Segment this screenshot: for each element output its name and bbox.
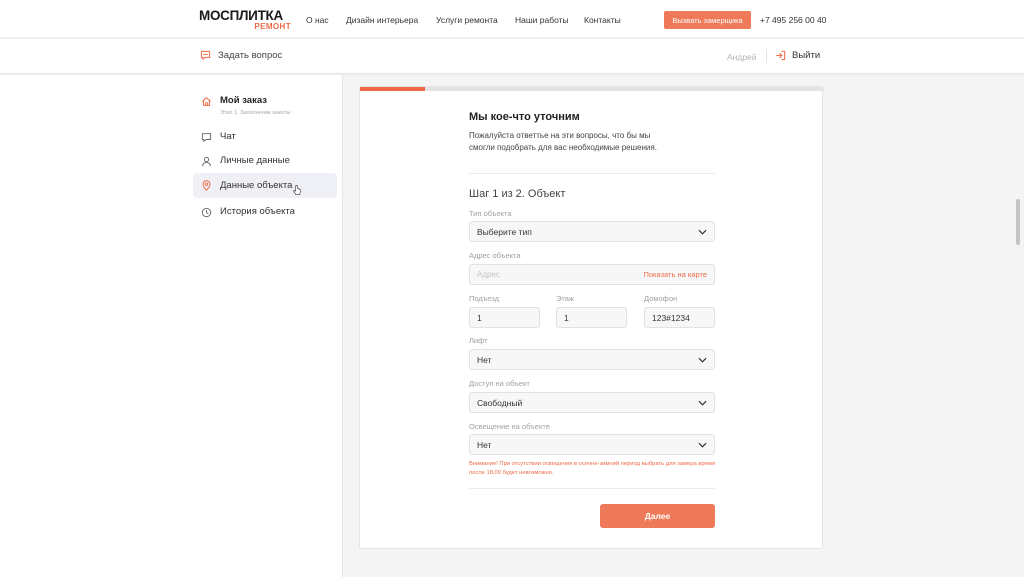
logo[interactable] [199, 8, 293, 32]
lighting-select[interactable] [469, 434, 715, 455]
logo-main-text: МОСПЛИТКА [199, 8, 283, 23]
clock-icon [201, 207, 212, 218]
object-form-card [359, 86, 823, 549]
floor-label: Этаж [556, 294, 574, 303]
ask-question-label: Задать вопрос [218, 50, 283, 61]
sidebar-item-object-history[interactable] [193, 206, 337, 218]
progress-fill [360, 87, 425, 91]
top-navigation [0, 0, 1024, 38]
floor-input[interactable] [564, 313, 619, 323]
address-field [469, 264, 715, 285]
access-value: Свободный [477, 397, 523, 408]
intercom-label: Домофон [644, 294, 678, 303]
logout-label: Выйти [792, 50, 821, 61]
address-label: Адрес объекта [469, 251, 521, 260]
object-type-value: Выберите тип [477, 226, 532, 237]
lighting-value: Нет [477, 439, 492, 450]
nav-link-about[interactable]: О нас [306, 15, 329, 25]
entrance-field [469, 307, 540, 328]
nav-link-contacts[interactable]: Контакты [584, 15, 621, 25]
phone-number[interactable]: +7 495 256 00 40 [760, 15, 827, 25]
intercom-input[interactable] [652, 313, 707, 323]
show-on-map-link[interactable]: Показать на карте [643, 270, 707, 279]
form-title: Мы кое-что уточним [469, 111, 580, 123]
pointer-cursor-icon [293, 185, 301, 196]
object-type-select[interactable] [469, 221, 715, 242]
nav-link-our-works[interactable]: Наши работы [515, 15, 569, 25]
home-icon [201, 96, 212, 107]
chevron-down-icon [698, 442, 707, 448]
sidebar [0, 75, 343, 577]
sub-header [0, 39, 1024, 74]
lighting-warning: Внимание! При отсутствии освещения в осенне-зимний период выбрать для замера время после 18.00 будет невозможно. [469, 461, 716, 476]
logo-sub-text: РЕМОНТ [254, 22, 291, 31]
sidebar-item-label: История объекта [220, 206, 295, 217]
sidebar-item-label: Личные данные [220, 155, 290, 166]
entrance-label: Подъезд [469, 294, 499, 303]
sidebar-item-label: Мой заказ [220, 95, 267, 106]
chat-icon [201, 132, 212, 143]
entrance-input[interactable] [477, 313, 532, 323]
access-label: Доступ на объект [469, 379, 530, 388]
step-title: Шаг 1 из 2. Объект [469, 188, 566, 200]
progress-bar [360, 87, 824, 91]
elevator-select[interactable] [469, 349, 715, 370]
divider [469, 173, 715, 174]
floor-field [556, 307, 627, 328]
form-intro: Пожалуйста ответтье на эти вопросы, что бы мы смогли подобрать для вас необходимые решения. [469, 131, 657, 152]
elevator-value: Нет [477, 354, 492, 365]
next-button[interactable]: Далее [600, 504, 715, 528]
logout-button[interactable] [775, 50, 820, 61]
page-scrollbar[interactable] [1016, 199, 1020, 245]
nav-link-interior-design[interactable]: Дизайн интерьера [346, 15, 419, 25]
ask-question-link[interactable] [200, 50, 282, 61]
elevator-label: Лифт [469, 336, 488, 345]
chevron-down-icon [698, 229, 707, 235]
divider [766, 49, 767, 63]
sidebar-item-object-data[interactable] [193, 173, 337, 198]
call-surveyor-button[interactable]: Вызвать замерщика [664, 11, 751, 29]
object-type-label: Тип объекта [469, 209, 512, 218]
sidebar-item-label: Данные объекта [220, 180, 293, 191]
address-input[interactable] [477, 270, 597, 279]
location-pin-icon [201, 180, 212, 191]
lighting-label: Освещение на объекте [469, 422, 550, 431]
chat-bubble-icon [200, 50, 211, 61]
chevron-down-icon [698, 400, 707, 406]
sidebar-item-label: Чат [220, 131, 236, 142]
chevron-down-icon [698, 357, 707, 363]
intercom-field [644, 307, 715, 328]
divider [469, 488, 715, 489]
sidebar-item-sublabel: Этап 1. Заполнение анкеты [220, 110, 291, 116]
sidebar-item-my-order[interactable] [193, 95, 337, 116]
access-select[interactable] [469, 392, 715, 413]
nav-link-repair-services[interactable]: Услуги ремонта [436, 15, 498, 25]
user-icon [201, 156, 212, 167]
sidebar-item-personal-data[interactable] [193, 155, 337, 167]
logout-icon [775, 50, 786, 61]
user-name: Андрей [727, 52, 757, 62]
sidebar-item-chat[interactable] [193, 131, 337, 143]
